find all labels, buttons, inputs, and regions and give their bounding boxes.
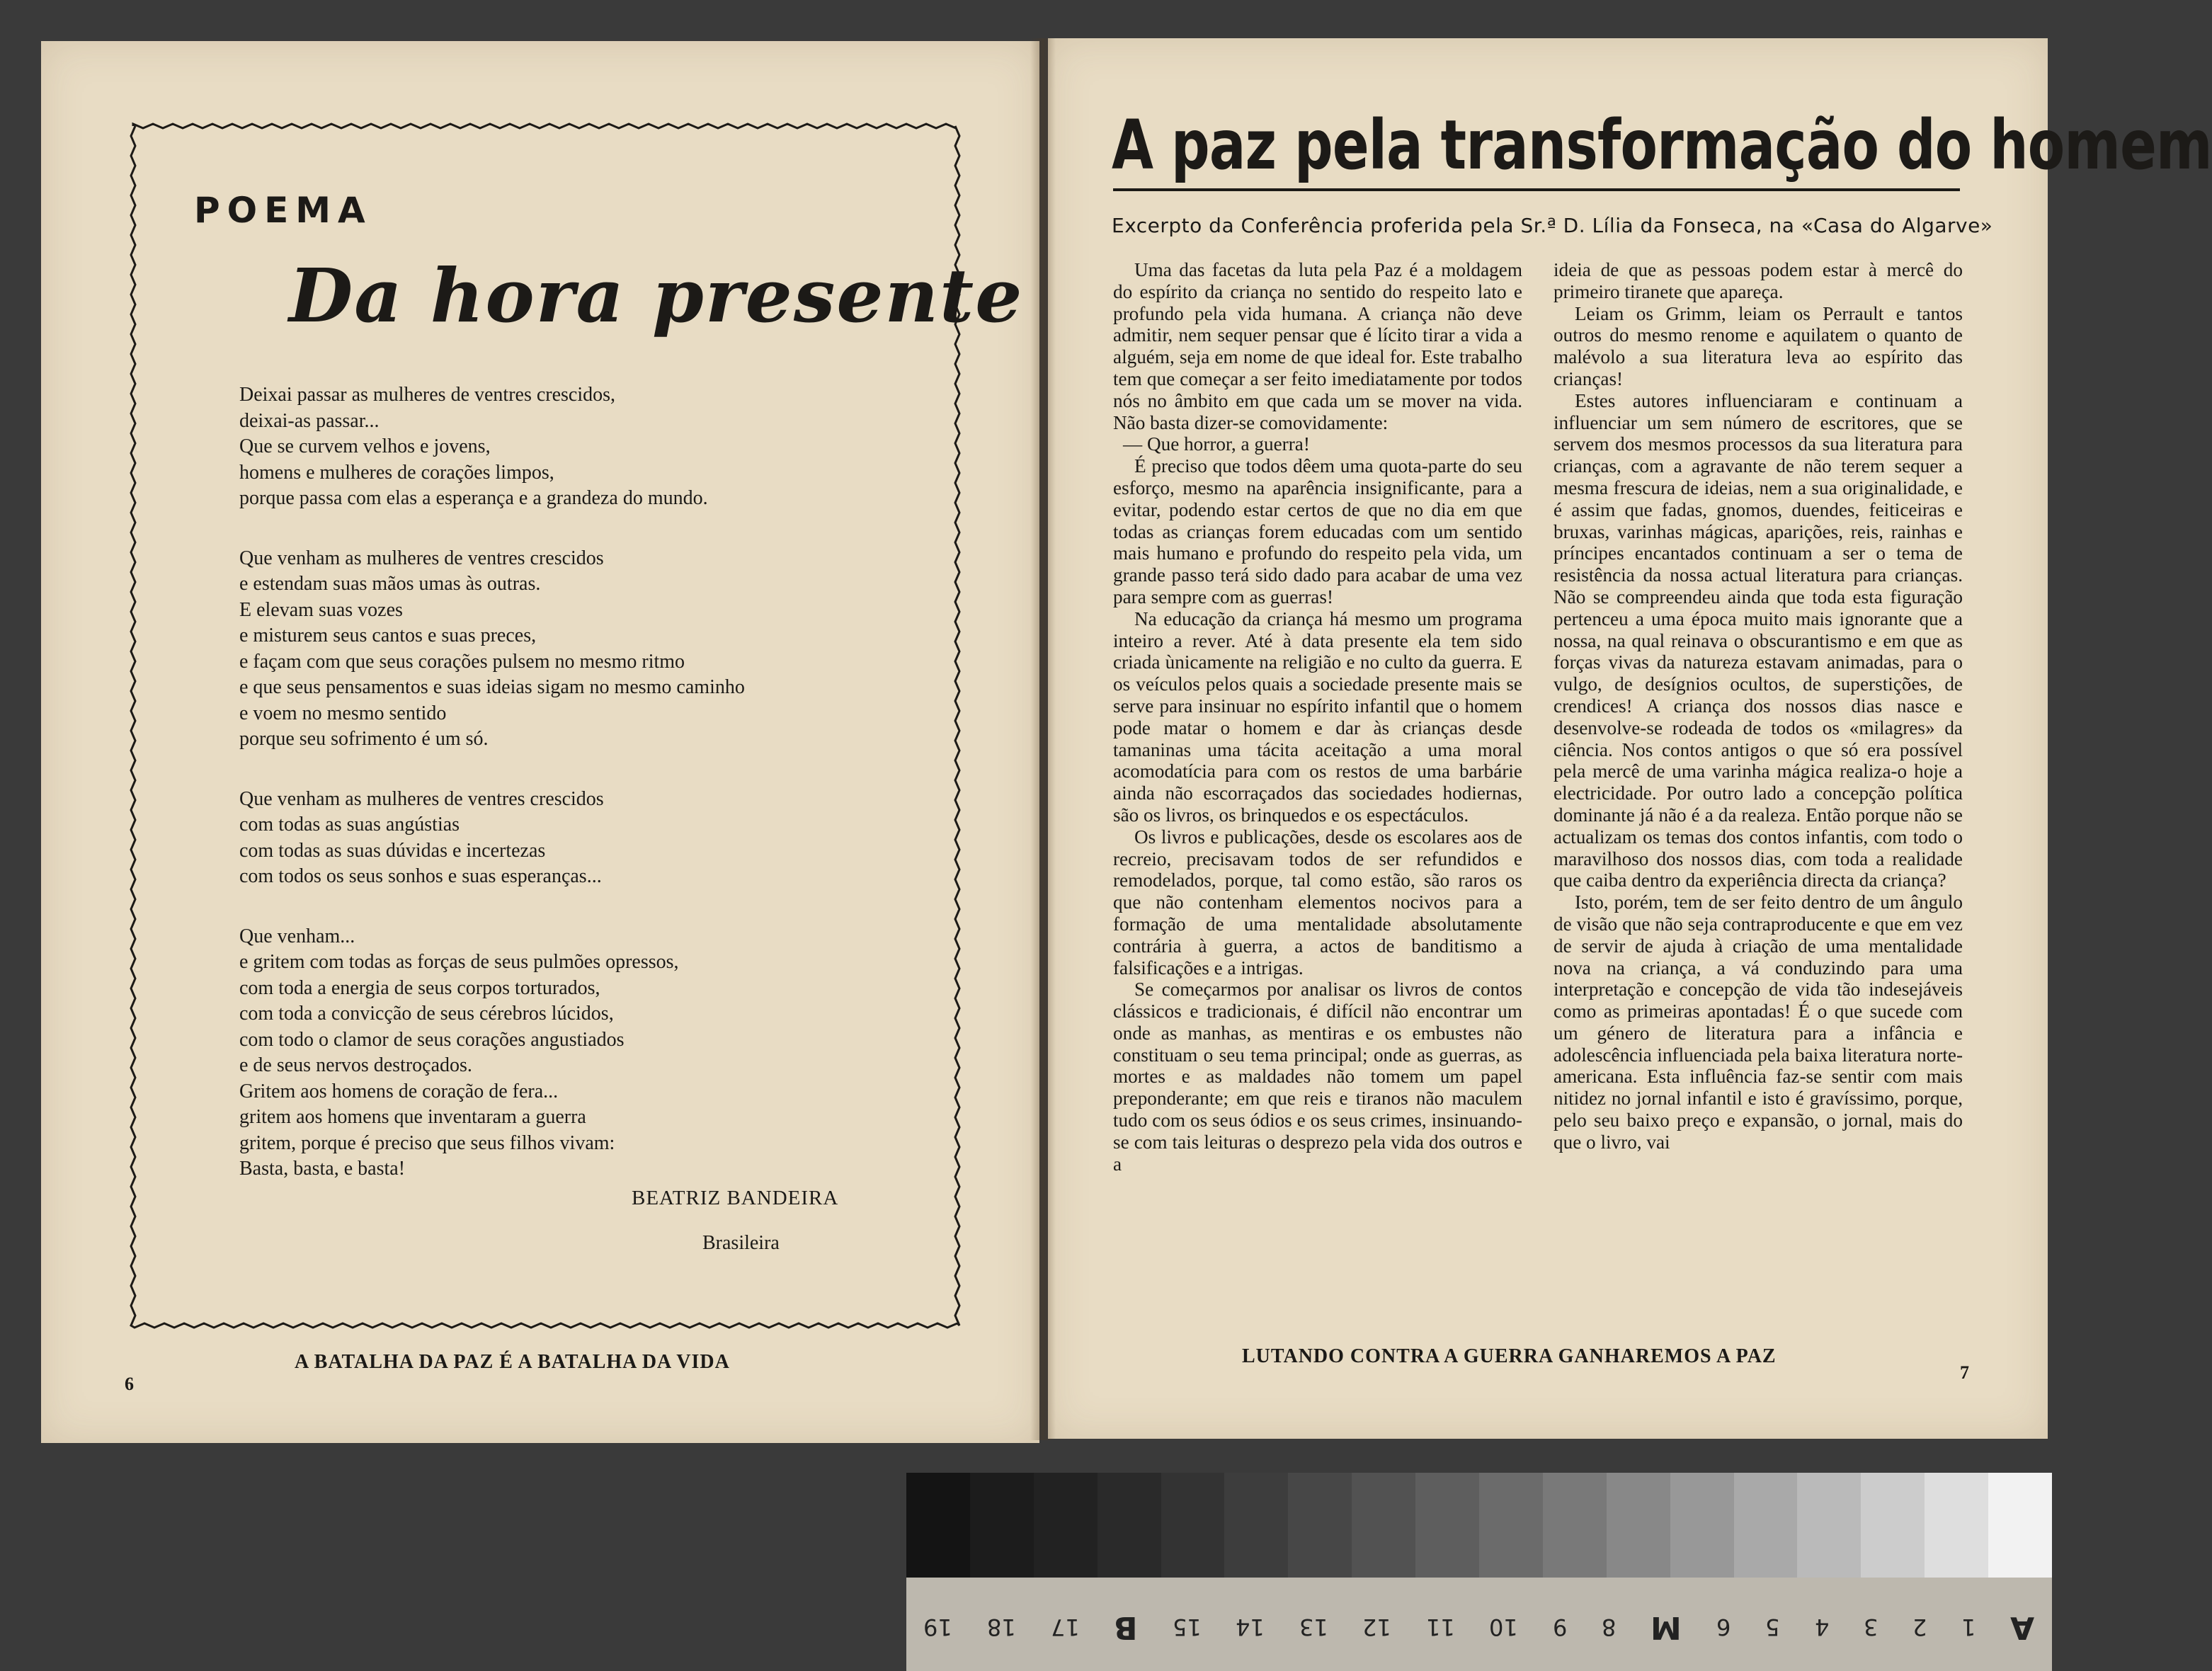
ruler-label: 12 [1362,1614,1392,1641]
poem-line: Deixai passar as mulheres de ventres crescidos, [239,384,616,406]
poem-line: porque passa com elas a esperança e a grandeza do mundo. [239,487,708,509]
poem-stanza [239,787,940,890]
ruler-label: 8 [1602,1614,1617,1641]
ruler-label: 17 [1050,1614,1080,1641]
ruler-label: 14 [1236,1614,1265,1641]
gray-patch [1352,1473,1415,1578]
ruler-label: 3 [1863,1614,1879,1641]
article-paragraph: ideia de que as pessoas podem estar à mercê do primeiro tiranete que apareça. [1553,259,1963,302]
gray-patch [1098,1473,1161,1578]
poem-line: Gritem aos homens de coração de fera... [239,1080,559,1102]
poem-line: e que seus pensamentos e suas ideias sigam no mesmo caminho [239,676,745,698]
ruler-label: 2 [1912,1614,1927,1641]
right-page-footer: LUTANDO CONTRA A GUERRA GANHAREMOS A PAZ [1242,1345,1777,1367]
poem-author: BEATRIZ BANDEIRA [632,1187,839,1209]
article-subtitle: Excerpto da Conferência proferida pela Sr.ª D. Lília da Fonseca, na «Casa do Algarve» [1112,214,1993,237]
gray-patch [1607,1473,1670,1578]
gray-patch [1670,1473,1734,1578]
poem-stanza [239,546,940,753]
poem-stanza [239,924,940,1182]
gray-patch [970,1473,1034,1578]
ruler-label: 6 [1716,1614,1731,1641]
ruler-label: 19 [923,1614,953,1641]
ruler-label: 1 [1961,1614,1976,1641]
article-paragraph: — Que horror, a guerra! [1123,433,1310,455]
poem-title: Da hora presente [289,252,1024,339]
article-paragraph: É preciso que todos dêem uma quota-parte do seu esforço, mesmo na aparência insignificante, para a evitar, podendo estar certos de que no dia em que todas as crianças forem educadas com um sentido mais humano e profundo do respeito pela vida, um grande passo terá sido dado para acabar de uma vez para sempre com as guerras! [1113,455,1522,608]
article-paragraph: Se começarmos por analisar os livros de contos clássicos e tradicionais, é difícil não encontrar um onde as manhas, as mentiras e os embustes não constituam o seu tema principal; onde as guerras, as mortes e as maldades não tomem um papel preponderante; em que reis e tiranos não maculem tudo com os seus ódios e os seus crimes, insinuando-se com tais leituras o desprezo pela vida dos outros e a [1113,979,1522,1175]
ruler-label: 10 [1489,1614,1519,1641]
ruler-label: 11 [1425,1614,1455,1641]
poem-line: com toda a energia de seus corpos torturados, [239,976,600,999]
right-page-number: 7 [1960,1362,1969,1383]
gray-patch [1415,1473,1479,1578]
ruler-label: 15 [1172,1614,1202,1641]
gray-patch [1925,1473,1988,1578]
color-calibration-strip [906,1473,2052,1671]
gray-patch [1734,1473,1798,1578]
ruler-label: 4 [1814,1614,1829,1641]
ruler-label: B [1114,1609,1138,1646]
poem-line: Basta, basta, e basta! [239,1158,406,1180]
poem-line: porque seu sofrimento é um só. [239,728,489,750]
ruler-label: 13 [1299,1614,1328,1641]
poem-line: e de seus nervos destroçados. [239,1054,472,1076]
poem-line: e misturem seus cantos e suas preces, [239,625,537,646]
gray-patch [1988,1473,2052,1578]
article-paragraph: Isto, porém, tem de ser feito dentro de um ângulo de visão que não seja contraproducente e que em vez de servir de ajuda à criação de uma mentalidade nova na criança, a vá conduzindo para uma interpretação e concepção de vida tão indesejáveis como as primeiras apontadas! É o que sucede com um género de literatura para a infância e adolescência influenciada pela baixa literatura norte-americana. Esta influência faz-se sentir com mais nitidez no jornal infantil e isto é gravíssimo, porque, pelo seu baixo preço e expansão, o jornal, mais do que o livro, vai [1553,891,1963,1153]
left-page-number: 6 [125,1374,134,1394]
gray-patch [1288,1473,1352,1578]
article-column-left [1113,259,1522,1175]
poem-line: Que venham... [239,925,355,947]
poem-line: gritem, porque é preciso que seus filhos vivam: [239,1131,615,1154]
article-paragraph: Uma das facetas da luta pela Paz é a moldagem do espírito da criança no sentido do respeito lato e profundo pela vida humana. A criança não deve admitir, nem sequer pensar que é lícito tirar a vida a alguém, seja em nome de que ideal for. Este trabalho tem que começar a ser feito imediatamente por todos nós no âmbito em que cada um se mover na vida. Não basta dizer-se comovidamente: [1113,259,1522,433]
poem-line: deixai-as passar... [239,409,380,432]
article-column-right [1553,259,1963,1153]
ruler-label: M [1651,1609,1682,1646]
poem-line: e gritem com todas as forças de seus pulmões opressos, [239,951,679,973]
measurement-ruler [906,1578,2052,1671]
ruler-label: 5 [1765,1614,1780,1641]
left-page-footer: A BATALHA DA PAZ É A BATALHA DA VIDA [295,1351,730,1373]
gray-patch [1034,1473,1098,1578]
article-paragraph: Estes autores influenciaram e continuam a influenciar um sem número de escritores, que se servem dos mesmos processos da sua literatura para crianças, com a agravante de não terem sequer a mesma frescura de ideias, nem a sua originalidade, e é assim que fadas, gnomos, duendes, feiticeiras e bruxas, varinhas mágicas, aparições, reis, rainhas e príncipes encantados continuam a ser o tema de resistência da nossa actual literatura para crianças. Não se compreendeu ainda que toda esta figuração pertenceu a uma época muito mais ignorante que a nossa, na qual reinava o obscurantismo e em que as forças vivas da natureza estavam animadas, para o vulgo, de desígnios ocultos, de superstições, de crendices! A criança dos nossos dias nasce e desenvolve-se rodeada de todos os «milagres» da ciência. Nos contos antigos o que só era possível pela mercê de uma varinha mágica realiza-o hoje a electricidade. Por outro lado a concepção política dominante já não é a da realeza. Então porque não se actualizam os temas dos contos infantis, com todo o maravilhoso dos nossos dias, com toda a realidade que caiba dentro da experiência directa da criança? [1553,389,1963,891]
poem-line: com todas as suas dúvidas e incertezas [239,839,546,862]
poem-kicker: POEMA [194,190,372,231]
poem-line: com todos os seus sonhos e suas esperanças... [239,865,602,887]
gray-patch [1861,1473,1925,1578]
ruler-label: A [2010,1609,2035,1646]
gray-patch [1161,1473,1225,1578]
gray-patch [1543,1473,1607,1578]
poem-line: Que se curvem velhos e jovens, [239,435,491,457]
gray-patch [906,1473,970,1578]
gray-scale-patches [906,1473,2052,1578]
gray-patch [1797,1473,1861,1578]
poem-body [239,382,940,1216]
poem-line: Que venham as mulheres de ventres crescidos [239,787,604,810]
poem-author-origin: Brasileira [702,1232,780,1254]
ruler-label: 9 [1553,1614,1568,1641]
poem-line: com toda a convicção de seus cérebros lúcidos, [239,1003,614,1025]
poem-line: homens e mulheres de corações limpos, [239,461,554,484]
article-paragraph: Os livros e publicações, desde os escolares aos de recreio, precisavam todos de ser refundidos e remodelados, porque, tal como estão, são raros os que não contenham elementos nocivos para a formação de uma mentalidade absolutamente contrária à guerra, a actos de banditismo a falsificações e a intrigas. [1113,826,1522,979]
poem-stanza [239,382,940,512]
poem-line: Que venham as mulheres de ventres crescidos [239,547,604,569]
poem-line: e voem no mesmo sentido [239,702,447,724]
article-title: A paz pela transformação do homem [1112,105,2212,185]
poem-line: com todo o clamor de seus corações angustiados [239,1028,625,1051]
title-rule [1113,188,1960,191]
poem-line: e estendam suas mãos umas às outras. [239,573,541,595]
article-paragraph: Leiam os Grimm, leiam os Perrault e tantos outros do mesmo renome e aquilatem o quanto de malévolo a sua literatura leva ao espírito das crianças! [1553,302,1963,389]
poem-line: E elevam suas vozes [239,598,403,621]
article-paragraph: Na educação da criança há mesmo um programa inteiro a rever. Até à data presente ela tem sido criada ùnicamente na religião e no culto da guerra. E os veículos pelos quais a sociedade presente mais se serve para insinuar no espírito infantil que o homem pode matar o homem e dar às crianças desde tamaninas uma tácita aceitação a uma moral acomodatícia para com os restos de uma barbárie ainda não escorraçados das sociedades hodiernas, são os livros, os brinquedos e os espectáculos. [1113,608,1522,826]
gray-patch [1224,1473,1288,1578]
ruler-label: 18 [987,1614,1016,1641]
poem-line: gritem aos homens que inventaram a guerra [239,1106,586,1128]
poem-line: e façam com que seus corações pulsem no mesmo ritmo [239,650,685,673]
ruler-labels [906,1606,2052,1648]
poem-line: com todas as suas angústias [239,814,460,836]
gray-patch [1479,1473,1543,1578]
